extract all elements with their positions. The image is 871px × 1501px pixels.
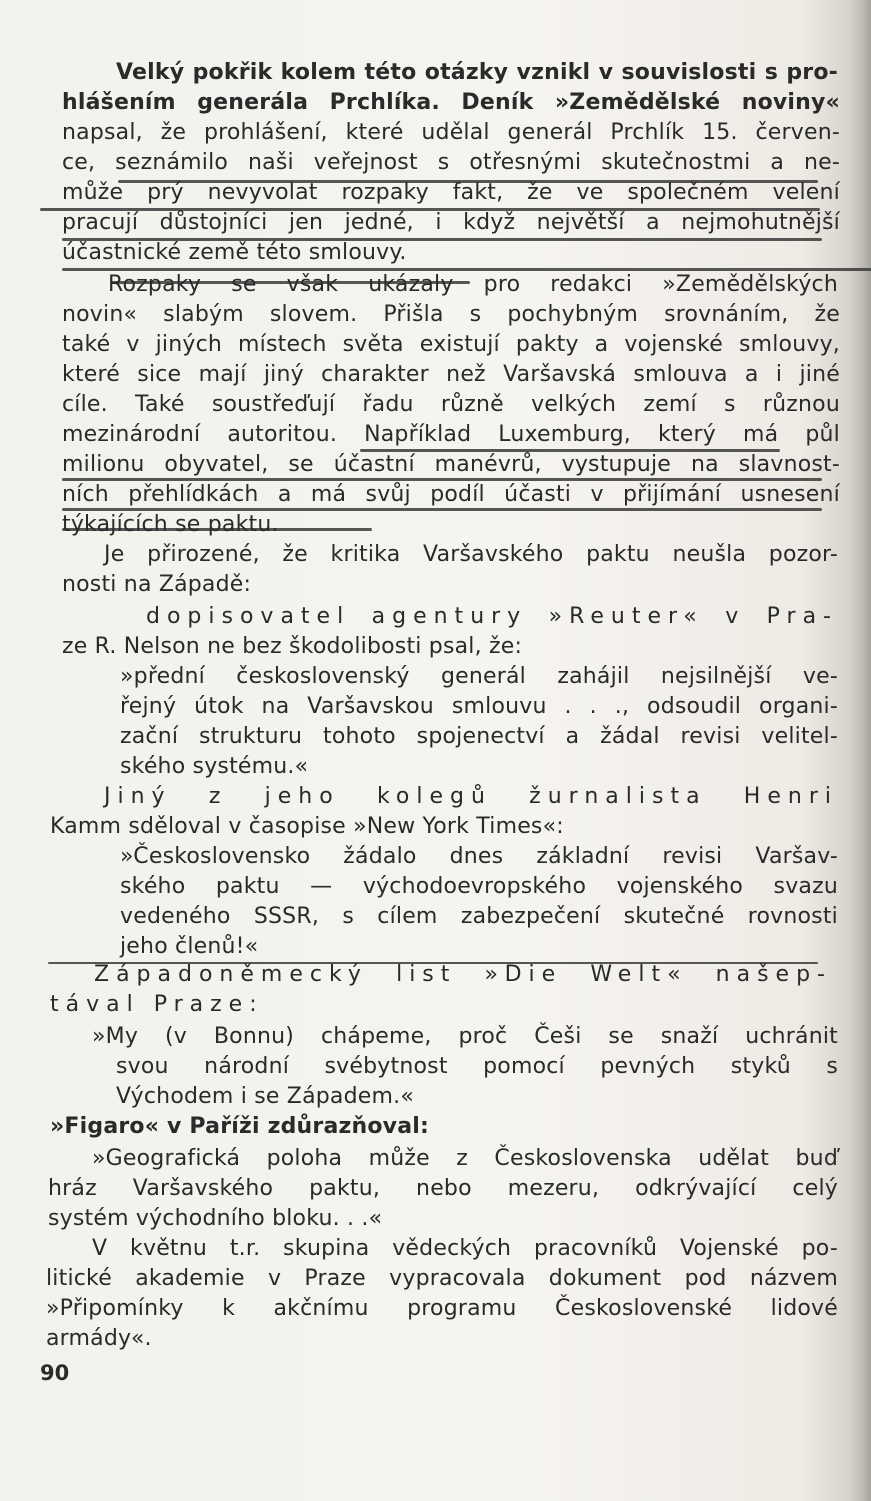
text-line: účastnické země této smlouvy. <box>62 240 407 265</box>
text-line: vedeného SSSR, s cílem zabezpečení skutečné rovnosti <box>120 904 838 929</box>
text-line: ních přehlídkách a má svůj podíl účasti v přijímání usnesení <box>62 482 840 507</box>
text-line: mezinárodní autoritou. Například Luxemburg, který má půl <box>62 422 840 447</box>
text-line: pracují důstojníci jen jedné, i když největší a nejmohutnější <box>62 210 840 235</box>
text-line: dopisovatel agentury »Reuter« v Pra- <box>146 604 838 629</box>
text-line: Kamm sděloval v časopise »New York Times«: <box>50 814 564 839</box>
text-line: Západoněmecký list »Die Welt« našep- <box>94 962 832 987</box>
text-line: Rozpaky se však ukázaly pro redakci »Zemědělských <box>108 272 838 297</box>
text-line: milionu obyvatel, se účastní manévrů, vystupuje na slavnost- <box>62 452 840 477</box>
text-line: ského systému.« <box>120 754 309 779</box>
text-line: týkajících se paktu. <box>62 512 279 537</box>
text-line: tával Praze: <box>50 992 264 1017</box>
text-line: svou národní svébytnost pomocí pevných styků s <box>116 1054 838 1079</box>
text-line: Jiný z jeho kolegů žurnalista Henri <box>104 784 838 809</box>
text-line: »My (v Bonnu) chápeme, proč Češi se snaží uchránit <box>92 1024 838 1049</box>
text-line: »přední československý generál zahájil nejsilnější ve- <box>120 664 838 689</box>
text-line: cíle. Také soustřeďují řadu různě velkých zemí s různou <box>62 392 840 417</box>
text-line: řejný útok na Varšavskou smlouvu . . ., odsoudil organi- <box>120 694 838 719</box>
text-line: také v jiných místech světa existují pakty a vojenské smlouvy, <box>62 332 840 357</box>
text-line: zační strukturu tohoto spojenectví a žádal revisi velitel- <box>120 724 838 749</box>
page-edge-shadow <box>849 0 871 1501</box>
text-line: novin« slabým slovem. Přišla s pochybným srovnáním, že <box>62 302 840 327</box>
page-number: 90 <box>40 1361 70 1385</box>
text-line: jeho členů!« <box>120 934 259 959</box>
text-line: Východem i se Západem.« <box>116 1084 414 1109</box>
text-line: litické akademie v Praze vypracovala dokument pod názvem <box>46 1266 838 1291</box>
text-line: napsal, že prohlášení, které udělal generál Prchlík 15. červen- <box>62 120 840 145</box>
text-line: »Geografická poloha může z Československa udělat buď <box>92 1146 838 1171</box>
text-line: které sice mají jiný charakter než Varšavská smlouva a i jiné <box>62 362 840 387</box>
text-line: systém východního bloku. . .« <box>48 1206 383 1231</box>
text-line: nosti na Západě: <box>62 572 252 597</box>
text-line: ského paktu — východoevropského vojenského svazu <box>120 874 838 899</box>
text-line: »Československo žádalo dnes základní revisi Varšav- <box>120 844 838 869</box>
text-line: hráz Varšavského paktu, nebo mezeru, odkrývající celý <box>48 1176 838 1201</box>
text-line: Velký pokřik kolem této otázky vznikl v souvislosti s pro- <box>116 60 838 85</box>
text-line: ce, seznámilo naši veřejnost s otřesnými skutečnostmi a ne- <box>62 150 840 175</box>
text-line: Je přirozené, že kritika Varšavského paktu neušla pozor- <box>104 542 838 567</box>
text-line: armády«. <box>46 1326 152 1351</box>
text-line: »Figaro« v Paříži zdůrazňoval: <box>50 1114 430 1139</box>
text-line: hlášením generála Prchlíka. Deník »Zemědělské noviny« <box>62 90 840 115</box>
text-line: může prý nevyvolat rozpaky fakt, že ve společném velení <box>62 180 840 205</box>
text-line: V květnu t.r. skupina vědeckých pracovníků Vojenské po- <box>92 1236 838 1261</box>
text-line: ze R. Nelson ne bez škodolibosti psal, že: <box>62 634 523 659</box>
text-line: »Připomínky k akčnímu programu Československé lidové <box>46 1296 838 1321</box>
